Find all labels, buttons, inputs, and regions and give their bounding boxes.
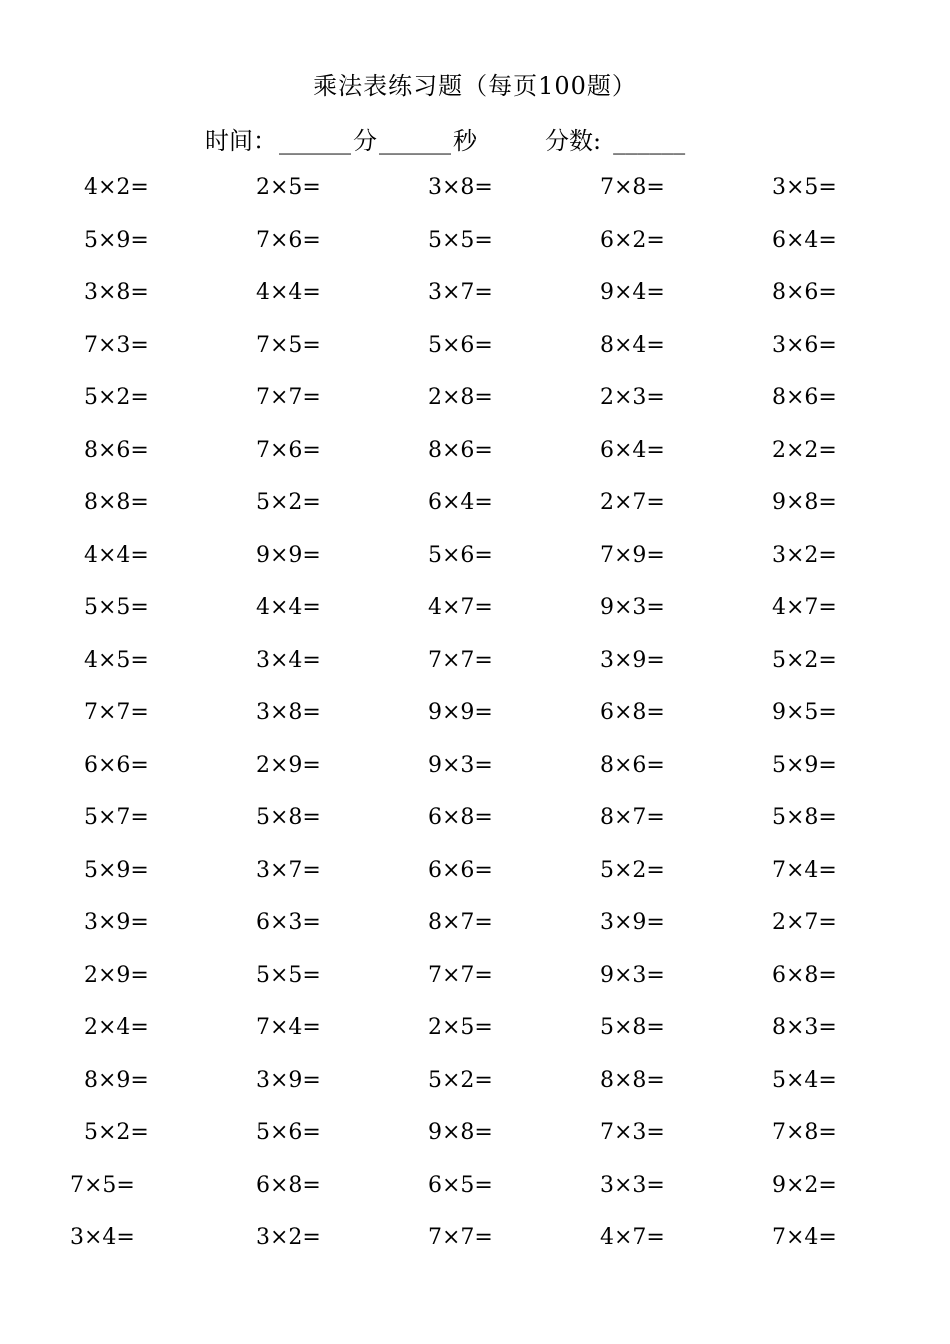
problem-item: 5×2= [84,385,149,410]
problem-item: 2×5= [256,175,321,200]
problem-item: 5×2= [428,1067,493,1093]
problem-item: 8×9= [84,1067,149,1093]
problem-item: 6×6= [84,752,149,778]
problem-item: 5×8= [256,805,321,830]
problem-item: 7×4= [772,857,837,883]
problem-item: 7×8= [600,175,665,200]
problem-item: 8×6= [600,752,665,778]
problem-item: 3×9= [256,1067,321,1093]
problem-item: 6×4= [428,490,493,515]
problem-item: 3×9= [600,647,665,673]
problem-item: 8×3= [772,1015,837,1040]
problem-item: 8×6= [84,437,149,463]
problem-item: 5×5= [84,595,149,620]
problem-item: 3×9= [84,910,149,935]
problem-item: 3×8= [428,175,493,200]
problem-item: 6×5= [428,1172,493,1198]
problem-item: 9×3= [428,752,493,778]
problem-item: 6×4= [772,227,837,253]
problem-item: 7×5= [70,1172,135,1198]
problem-item: 3×7= [256,857,321,883]
problem-item: 3×8= [256,700,321,725]
problem-item: 7×6= [256,227,321,253]
problem-item: 3×3= [600,1172,665,1198]
problem-item: 4×7= [428,595,493,620]
problem-item: 7×8= [772,1120,837,1145]
problem-item: 6×4= [600,437,665,463]
problem-item: 5×5= [428,227,493,253]
problem-item: 8×6= [428,437,493,463]
problem-item: 3×6= [772,332,837,358]
problem-item: 5×8= [600,1015,665,1040]
problem-item: 7×7= [428,647,493,673]
problem-item: 9×5= [772,700,837,725]
minute-blank: ______ [279,127,351,155]
problem-item: 7×4= [772,1225,837,1250]
problem-item: 9×3= [600,962,665,988]
problem-item: 9×3= [600,595,665,620]
problem-item: 7×7= [84,700,149,725]
problem-item: 3×7= [428,280,493,305]
score-blank: ______ [613,127,686,155]
problem-item: 9×9= [256,542,321,568]
problem-item: 5×6= [256,1120,321,1145]
problem-item: 7×6= [256,437,321,463]
problem-item: 3×4= [70,1225,135,1250]
problem-item: 6×8= [600,700,665,725]
problem-item: 7×7= [256,385,321,410]
problem-item: 5×4= [772,1067,837,1093]
problem-item: 5×9= [84,227,149,253]
second-blank: ______ [379,127,451,155]
problem-item: 2×4= [84,1015,149,1040]
problem-item: 3×8= [84,280,149,305]
problem-item: 2×3= [600,385,665,410]
problem-item: 8×6= [772,280,837,305]
problem-item: 4×2= [84,175,149,200]
problem-item: 8×7= [600,805,665,830]
problem-item: 5×2= [772,647,837,673]
problem-item: 7×9= [600,542,665,568]
minute-label: 分 [353,127,377,155]
problem-item: 3×9= [600,910,665,935]
problem-item: 9×8= [772,490,837,515]
problem-item: 5×7= [84,805,149,830]
problem-item: 8×8= [600,1067,665,1093]
problem-item: 4×5= [84,647,149,673]
problem-item: 6×3= [256,910,321,935]
second-label: 秒 [453,127,477,155]
problem-item: 3×5= [772,175,837,200]
problem-item: 4×7= [772,595,837,620]
problem-item: 5×6= [428,542,493,568]
problem-item: 5×5= [256,962,321,988]
problem-item: 8×6= [772,385,837,410]
problem-item: 3×2= [256,1225,321,1250]
problem-item: 2×5= [428,1015,493,1040]
problem-item: 5×6= [428,332,493,358]
problem-item: 4×4= [256,280,321,305]
problem-item: 7×3= [600,1120,665,1145]
problem-item: 7×7= [428,1225,493,1250]
problem-item: 8×4= [600,332,665,358]
problem-item: 9×9= [428,700,493,725]
problem-item: 5×9= [772,752,837,778]
problem-item: 6×8= [256,1172,321,1198]
problem-item: 8×8= [84,490,149,515]
problem-item: 6×8= [772,962,837,988]
problem-item: 5×9= [84,857,149,883]
problem-item: 2×9= [256,752,321,778]
problem-item: 6×2= [600,227,665,253]
time-label: 时间： [205,127,277,155]
problem-item: 3×2= [772,542,837,568]
problem-item: 5×2= [84,1120,149,1145]
problem-item: 2×7= [600,490,665,515]
problem-item: 9×2= [772,1172,837,1198]
problem-item: 4×7= [600,1225,665,1250]
problem-item: 5×2= [256,490,321,515]
problem-item: 7×4= [256,1015,321,1040]
problem-item: 6×8= [428,805,493,830]
problem-item: 2×2= [772,437,837,463]
problem-item: 3×4= [256,647,321,673]
problem-item: 4×4= [256,595,321,620]
problem-item: 5×2= [600,857,665,883]
problem-item: 9×4= [600,280,665,305]
problem-item: 7×5= [256,332,321,358]
score-label: 分数: [545,127,602,155]
problem-item: 9×8= [428,1120,493,1145]
problem-item: 6×6= [428,857,493,883]
page-title: 乘法表练习题（每页100题） [313,72,637,100]
problem-item: 4×4= [84,542,149,568]
problem-item: 2×7= [772,910,837,935]
problem-item: 5×8= [772,805,837,830]
problem-item: 7×7= [428,962,493,988]
problem-item: 2×8= [428,385,493,410]
problem-item: 7×3= [84,332,149,358]
problem-item: 2×9= [84,962,149,988]
problem-item: 8×7= [428,910,493,935]
